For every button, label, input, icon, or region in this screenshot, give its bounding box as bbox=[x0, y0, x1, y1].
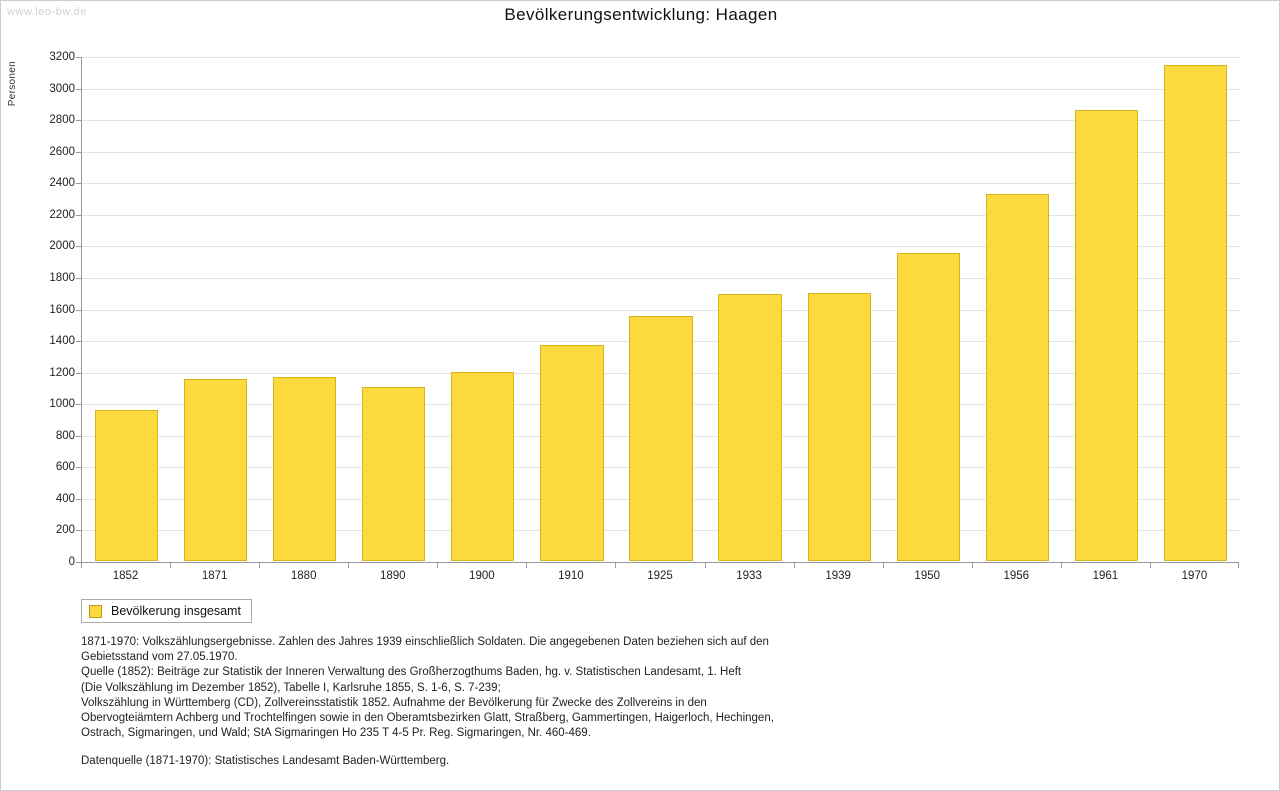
y-tick-label: 3200 bbox=[49, 51, 75, 63]
footnote-line: Gebietsstand vom 27.05.1970. bbox=[81, 651, 238, 664]
footnote-spacer bbox=[81, 741, 1211, 754]
x-tick-label: 1933 bbox=[736, 570, 762, 582]
y-tick-label: 1600 bbox=[49, 303, 75, 316]
y-tick-mark bbox=[76, 373, 81, 374]
footnote-line: Volkszählung in Württemberg (CD), Zollvereinsstatistik 1852. Aufnahme der Bevölkerung für Zwecke des Zollvereins in den bbox=[81, 696, 707, 709]
bar-series bbox=[82, 56, 1240, 561]
bar[interactable] bbox=[95, 410, 158, 562]
footnote-line: 1871-1970: Volkszählungsergebnisse. Zahlen des Jahres 1939 einschließlich Soldaten. Die angegebenen Daten beziehen sich auf den bbox=[81, 636, 769, 648]
x-tick-mark bbox=[437, 563, 438, 568]
x-tick-mark bbox=[972, 563, 973, 568]
y-tick-mark bbox=[76, 57, 81, 58]
x-tick-label: 1939 bbox=[825, 570, 851, 582]
x-tick-mark bbox=[526, 563, 527, 568]
y-tick-label: 2400 bbox=[49, 177, 75, 190]
y-tick-mark bbox=[76, 404, 81, 405]
y-tick-mark bbox=[76, 341, 81, 342]
y-tick-label: 2200 bbox=[49, 208, 75, 221]
y-tick-mark bbox=[76, 278, 81, 279]
footnote-line: Ostrach, Sigmaringen, und Wald; StA Sigmaringen Ho 235 T 4-5 Pr. Reg. Sigmaringen, Nr. 460-469. bbox=[81, 727, 591, 740]
bar[interactable] bbox=[718, 294, 781, 561]
bar[interactable] bbox=[629, 316, 692, 561]
x-tick-mark bbox=[1238, 563, 1239, 568]
x-tick-label: 1970 bbox=[1181, 570, 1208, 582]
x-tick-mark bbox=[615, 563, 616, 568]
bar[interactable] bbox=[184, 379, 247, 561]
x-tick-label: 1950 bbox=[914, 570, 941, 582]
y-tick-label: 3000 bbox=[49, 82, 75, 95]
x-tick-mark bbox=[348, 563, 349, 568]
x-tick-mark bbox=[883, 563, 884, 568]
plot-frame bbox=[81, 57, 1239, 563]
legend[interactable] bbox=[81, 599, 252, 623]
x-tick-label: 1880 bbox=[290, 570, 317, 582]
x-tick-mark bbox=[1061, 563, 1062, 568]
x-tick-mark bbox=[81, 563, 82, 568]
y-tick-label: 1000 bbox=[49, 398, 75, 411]
y-tick-mark bbox=[76, 436, 81, 437]
y-tick-mark bbox=[76, 499, 81, 500]
footnote-line: (Die Volkszählung im Dezember 1852), Tabelle I, Karlsruhe 1855, S. 1-6, S. 7-239; bbox=[81, 681, 501, 694]
y-tick-mark bbox=[76, 530, 81, 531]
bar[interactable] bbox=[273, 377, 336, 561]
x-tick-label: 1956 bbox=[1003, 570, 1030, 582]
x-axis bbox=[81, 563, 1239, 587]
x-tick-mark bbox=[1150, 563, 1151, 568]
watermark: www.leo-bw.de bbox=[7, 6, 87, 18]
footnotes bbox=[81, 635, 1211, 769]
bar[interactable] bbox=[1075, 110, 1138, 561]
x-tick-mark bbox=[170, 563, 171, 568]
y-tick-label: 400 bbox=[55, 492, 75, 505]
y-tick-label: 0 bbox=[68, 556, 75, 568]
bar[interactable] bbox=[451, 372, 514, 561]
bar[interactable] bbox=[1164, 65, 1227, 561]
bar[interactable] bbox=[897, 253, 960, 561]
x-tick-mark bbox=[794, 563, 795, 568]
x-tick-mark bbox=[705, 563, 706, 568]
y-tick-mark bbox=[76, 152, 81, 153]
y-tick-label: 1800 bbox=[49, 271, 75, 284]
x-tick-label: 1900 bbox=[469, 570, 495, 582]
legend-label: Bevölkerung insgesamt bbox=[111, 604, 241, 618]
x-tick-label: 1925 bbox=[647, 570, 673, 582]
page-title: Bevölkerungsentwicklung: Haagen bbox=[504, 5, 778, 24]
bar[interactable] bbox=[540, 345, 603, 561]
x-tick-mark bbox=[259, 563, 260, 568]
footnote-source: Datenquelle (1871-1970): Statistisches Landesamt Baden-Württemberg. bbox=[81, 755, 450, 768]
y-tick-mark bbox=[76, 120, 81, 121]
x-tick-label: 1852 bbox=[112, 570, 139, 582]
x-tick-label: 1890 bbox=[379, 570, 406, 582]
bar[interactable] bbox=[362, 387, 425, 561]
y-tick-mark bbox=[76, 310, 81, 311]
plot-area bbox=[49, 51, 1239, 568]
y-tick-mark bbox=[76, 246, 81, 247]
y-tick-label: 800 bbox=[55, 429, 75, 442]
y-axis-label: Personen bbox=[7, 61, 18, 107]
bar[interactable] bbox=[808, 293, 871, 561]
y-tick-label: 2800 bbox=[49, 114, 75, 127]
y-tick-label: 2000 bbox=[49, 240, 75, 253]
y-tick-label: 200 bbox=[55, 524, 75, 537]
y-tick-label: 1200 bbox=[49, 366, 75, 379]
y-tick-mark bbox=[76, 183, 81, 184]
footnote-line: Obervogteiämtern Achberg und Trochtelfingen sowie in den Oberamtsbezirken Glatt, Straßberg, Gammertingen, Haigerloch, Hechingen, bbox=[81, 711, 774, 724]
y-tick-mark bbox=[76, 215, 81, 216]
legend-swatch-icon bbox=[89, 605, 102, 618]
x-tick-label: 1910 bbox=[558, 570, 584, 582]
y-tick-mark bbox=[76, 89, 81, 90]
y-tick-label: 600 bbox=[55, 461, 75, 474]
y-tick-label: 1400 bbox=[49, 335, 75, 348]
y-tick-mark bbox=[76, 467, 81, 468]
x-tick-label: 1961 bbox=[1092, 570, 1119, 582]
bar[interactable] bbox=[986, 194, 1049, 561]
footnote-line: Quelle (1852): Beiträge zur Statistik der Inneren Verwaltung des Großherzogthums Baden, hg. v. Statistischen Landesamt, 1. Heft bbox=[81, 666, 742, 679]
y-tick-label: 2600 bbox=[49, 145, 75, 158]
x-tick-label: 1871 bbox=[201, 570, 228, 582]
